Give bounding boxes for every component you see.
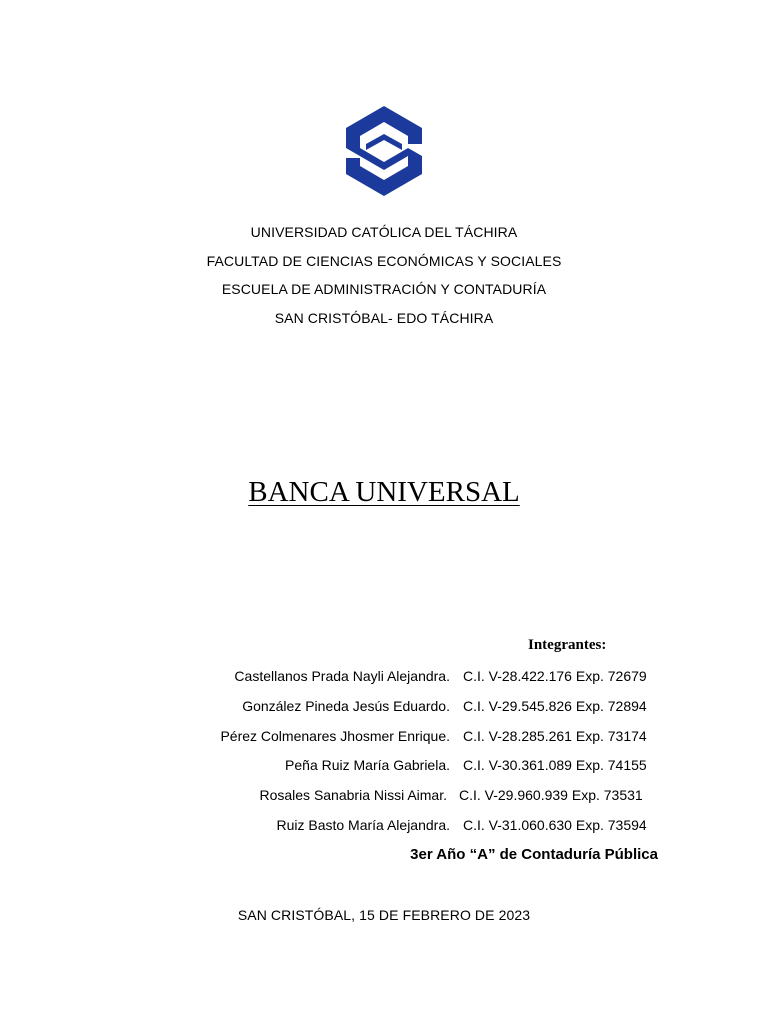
date-line: SAN CRISTÓBAL, 15 DE FEBRERO DE 2023 (237, 907, 531, 923)
members-list (0, 666, 768, 845)
school-name: ESCUELA DE ADMINISTRACIÓN Y CONTADURÍA (221, 281, 547, 297)
member-id: C.I. V-29.960.939 Exp. 73531 (459, 787, 643, 804)
university-name: UNIVERSIDAD CATÓLICA DEL TÁCHIRA (250, 224, 518, 240)
member-row (0, 726, 768, 756)
member-row (0, 696, 768, 726)
member-name: Pérez Colmenares Jhosmer Enrique. (220, 727, 450, 744)
member-name: Rosales Sanabria Nissi Aimar. (259, 787, 447, 804)
member-row (0, 815, 768, 845)
location-line: SAN CRISTÓBAL- EDO TÁCHIRA (274, 309, 494, 326)
member-name: Castellanos Prada Nayli Alejandra. (234, 668, 450, 684)
university-hexagon-logo-icon (344, 104, 424, 198)
member-id: C.I. V-30.361.089 Exp. 74155 (463, 757, 647, 774)
member-row (0, 666, 768, 696)
member-name: González Pineda Jesús Eduardo. (242, 697, 450, 714)
document-title: BANCA UNIVERSAL (248, 476, 520, 508)
member-id: C.I. V-29.545.826 Exp. 72894 (463, 697, 647, 714)
institution-header (0, 222, 768, 336)
members-heading: Integrantes: (528, 637, 607, 653)
member-row (0, 755, 768, 785)
member-name: Peña Ruiz María Gabriela. (285, 757, 450, 774)
member-id: C.I. V-31.060.630 Exp. 73594 (463, 816, 647, 833)
faculty-name: FACULTAD DE CIENCIAS ECONÓMICAS Y SOCIALES (206, 252, 562, 269)
member-row (0, 785, 768, 815)
member-id: C.I. V-28.422.176 Exp. 72679 (463, 668, 647, 684)
member-name: Ruiz Basto María Alejandra. (276, 816, 450, 833)
member-id: C.I. V-28.285.261 Exp. 73174 (463, 727, 647, 744)
course-label: 3er Año “A” de Contaduría Pública (410, 846, 658, 863)
